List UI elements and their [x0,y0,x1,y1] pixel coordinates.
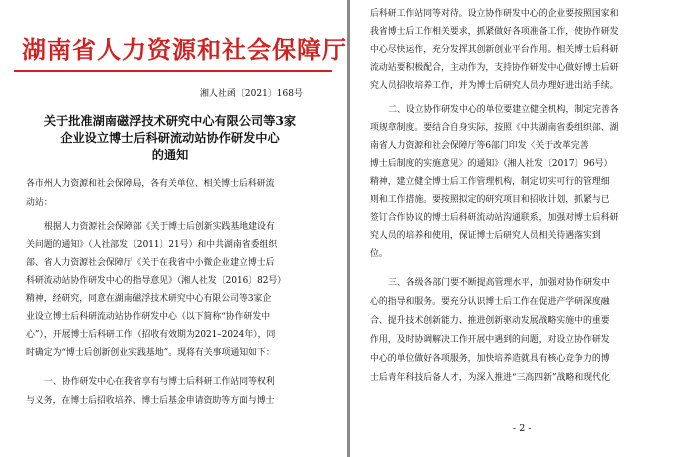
body-line: 位。 [370,249,388,259]
document-number: 湘人社函〔2021〕168号 [199,89,303,99]
body-line: 心”），开展博士后科研工作（招收有效期为2021–2024年），同 [26,330,276,340]
body-line: 二、设立协作研发中心的单位要建立健全机构，制定完善各 [388,105,619,115]
body-line: 与义务，在博士后招收培养、博士后基金申请资助等方面与博士 [26,396,275,406]
body-line: 究人员的培养和使用，保证博士后研究人员相关待遇落实到 [370,231,601,241]
body-line: 后科研工作站同等对待。设立协作研发中心的企业要按照国家和 [370,9,619,19]
title-line: 的通知 [151,148,189,162]
document-title [20,113,320,164]
body-line: 心的指导和服务。要充分认识博士后工作在促进产学研深度融 [370,297,610,307]
body-line: 时确定为“博士后创新创业实践基地”。现将有关事项通知如下： [26,348,275,358]
body-line: 关问题的通知》（人社部发〔2011〕21号）和中共湖南省委组织 [26,240,278,250]
document-page-left [0,0,347,457]
body-line: 士后青年科技后备人才，为深入推进“三高四新”战略和现代化 [370,373,610,383]
addressee-line: 动站： [26,198,53,208]
body-line: 项规章制度。要结合自身实际，按照《中共湖南省委组织部、湖 [370,123,619,133]
body-line: 作用，及时协调解决工作开展中遇到的问题，对设立协作研发 [370,335,610,345]
body-line: 精神，经研究，同意在湖南磁浮技术研究中心有限公司等3家企 [26,294,272,304]
letterhead-banner: 湖南省人力资源和社会保障厅 [22,36,347,64]
body-line: 中心的单位做好各项服务，加快培养造就具有核心竞争力的博 [370,354,610,364]
body-line: 签订合作协议的博士后科研流动站沟通联系，加强对博士后科研 [370,213,619,223]
body-line: 精神，建立健全博士后工作管理机构，制定切实可行的管理细 [370,177,610,187]
body-line: 业设立博士后科研流动站协作研发中心（以下简称“协作研发中 [26,312,271,322]
body-line: 中心尽快运作，充分发挥其创新创业平台作用。相关博士后科研 [370,45,619,55]
title-line: 关于批准湖南磁浮技术研究中心有限公司等3家 [43,114,297,128]
body-line: 我省博士后工作相关要求，抓紧做好各项准备工作，使协作研发 [370,27,619,37]
document-page-right [350,0,696,457]
body-line: 流动站要积极配合，主动作为，支持协作研发中心做好博士后研 [370,63,619,73]
body-line: 究人员招收培养工作，并为博士后研究人员办理好进出站手续。 [370,81,619,91]
body-line: 则和工作措施。要按照拟定的研究项目和招收计划，抓紧与已 [370,195,610,205]
page-number: - 2 - [513,423,532,434]
body-line: 科研流动站协作研发中心的指导意见》（湘人社发〔2016〕82号） [26,276,287,286]
addressee-line: 各市州人力资源和社会保障局，各有关单位、相关博士后科研流 [26,179,275,189]
letterhead-red-rule [14,70,332,72]
body-line: 三、各级各部门要不断提高管理水平，加强对协作研发中 [388,278,610,288]
body-line: 一、协作研发中心在我省享有与博士后科研工作站同等权利 [44,377,275,387]
body-line: 博士后制度的实施意见〉的通知》（湘人社发〔2017〕96号） [370,159,613,169]
body-line: 合、提升技术创新能力、推进创新驱动发展战略实施中的重要 [370,316,610,326]
body-line: 南省人力资源和社会保障厅等6部门印发〈关于改革完善 [370,141,589,151]
title-line: 企业设立博士后科研流动站协作研发中心 [60,131,280,145]
body-line: 部、省人力资源社会保障厅《关于在我省中小微企业建立博士后 [26,258,275,268]
body-line: 根据人力资源社会保障部《关于博士后创新实践基地建设有 [44,222,275,232]
